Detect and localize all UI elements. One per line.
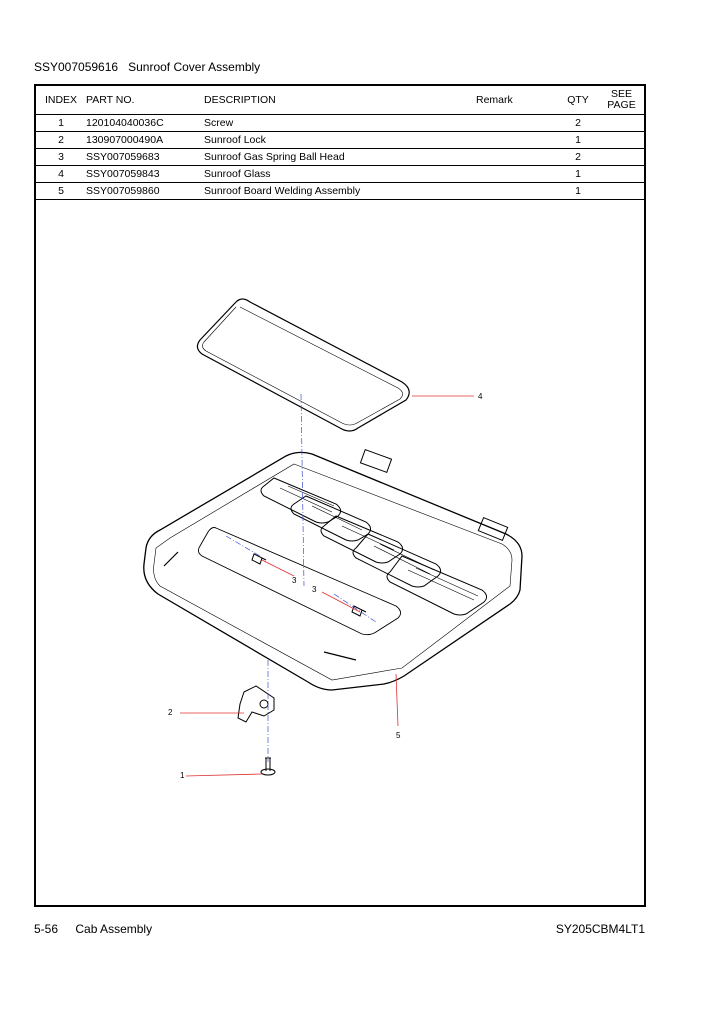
- cell-qty: 2: [557, 115, 599, 132]
- cell-index: 4: [36, 166, 86, 183]
- parts-frame: [34, 84, 646, 907]
- cell-qty: 1: [557, 132, 599, 149]
- section-name: Cab Assembly: [75, 922, 153, 936]
- leader-lines: [180, 396, 474, 776]
- sunroof-lock-part: [238, 686, 274, 722]
- cell-index: 1: [36, 115, 86, 132]
- callout-3a: 3: [292, 576, 297, 585]
- cell-description: Sunroof Gas Spring Ball Head: [204, 149, 476, 166]
- header-part-no: PART NO.: [86, 86, 204, 115]
- cell-description: Sunroof Board Welding Assembly: [204, 183, 476, 200]
- sunroof-board-part: [144, 450, 522, 690]
- header-remark: Remark: [476, 86, 557, 115]
- model-number: SY205CBM4LT1: [555, 922, 645, 936]
- exploded-view-diagram: [36, 86, 644, 905]
- cell-index: 3: [36, 149, 86, 166]
- header-description: DESCRIPTION: [204, 86, 476, 115]
- footer-left: [34, 922, 152, 936]
- document-title: [34, 60, 260, 74]
- cell-qty: 1: [557, 166, 599, 183]
- cell-part-no: SSY007059683: [86, 149, 204, 166]
- callout-4: 4: [478, 392, 483, 401]
- callout-5: 5: [396, 731, 401, 740]
- assembly-code: SSY007059616: [34, 60, 119, 74]
- header-see-line1: SEE: [610, 88, 632, 100]
- callout-2: 2: [168, 708, 173, 717]
- cell-qty: 2: [557, 149, 599, 166]
- cell-index: 2: [36, 132, 86, 149]
- cell-part-no: 120104040036C: [86, 115, 204, 132]
- assembly-axis-lines: [226, 394, 376, 762]
- page-number: 5-56: [34, 922, 59, 936]
- header-see-line2: PAGE: [607, 99, 636, 111]
- cell-description: Sunroof Glass: [204, 166, 476, 183]
- cell-index: 5: [36, 183, 86, 200]
- cell-qty: 1: [557, 183, 599, 200]
- cell-part-no: SSY007059860: [86, 183, 204, 200]
- assembly-name: Sunroof Cover Assembly: [128, 60, 261, 74]
- sunroof-glass-part: [197, 299, 409, 431]
- callout-3b: 3: [312, 585, 317, 594]
- header-qty: QTY: [557, 86, 599, 115]
- cell-description: Screw: [204, 115, 476, 132]
- cell-part-no: SSY007059843: [86, 166, 204, 183]
- callout-1: 1: [180, 771, 185, 780]
- cell-description: Sunroof Lock: [204, 132, 476, 149]
- cell-part-no: 130907000490A: [86, 132, 204, 149]
- header-index: INDEX: [36, 86, 86, 115]
